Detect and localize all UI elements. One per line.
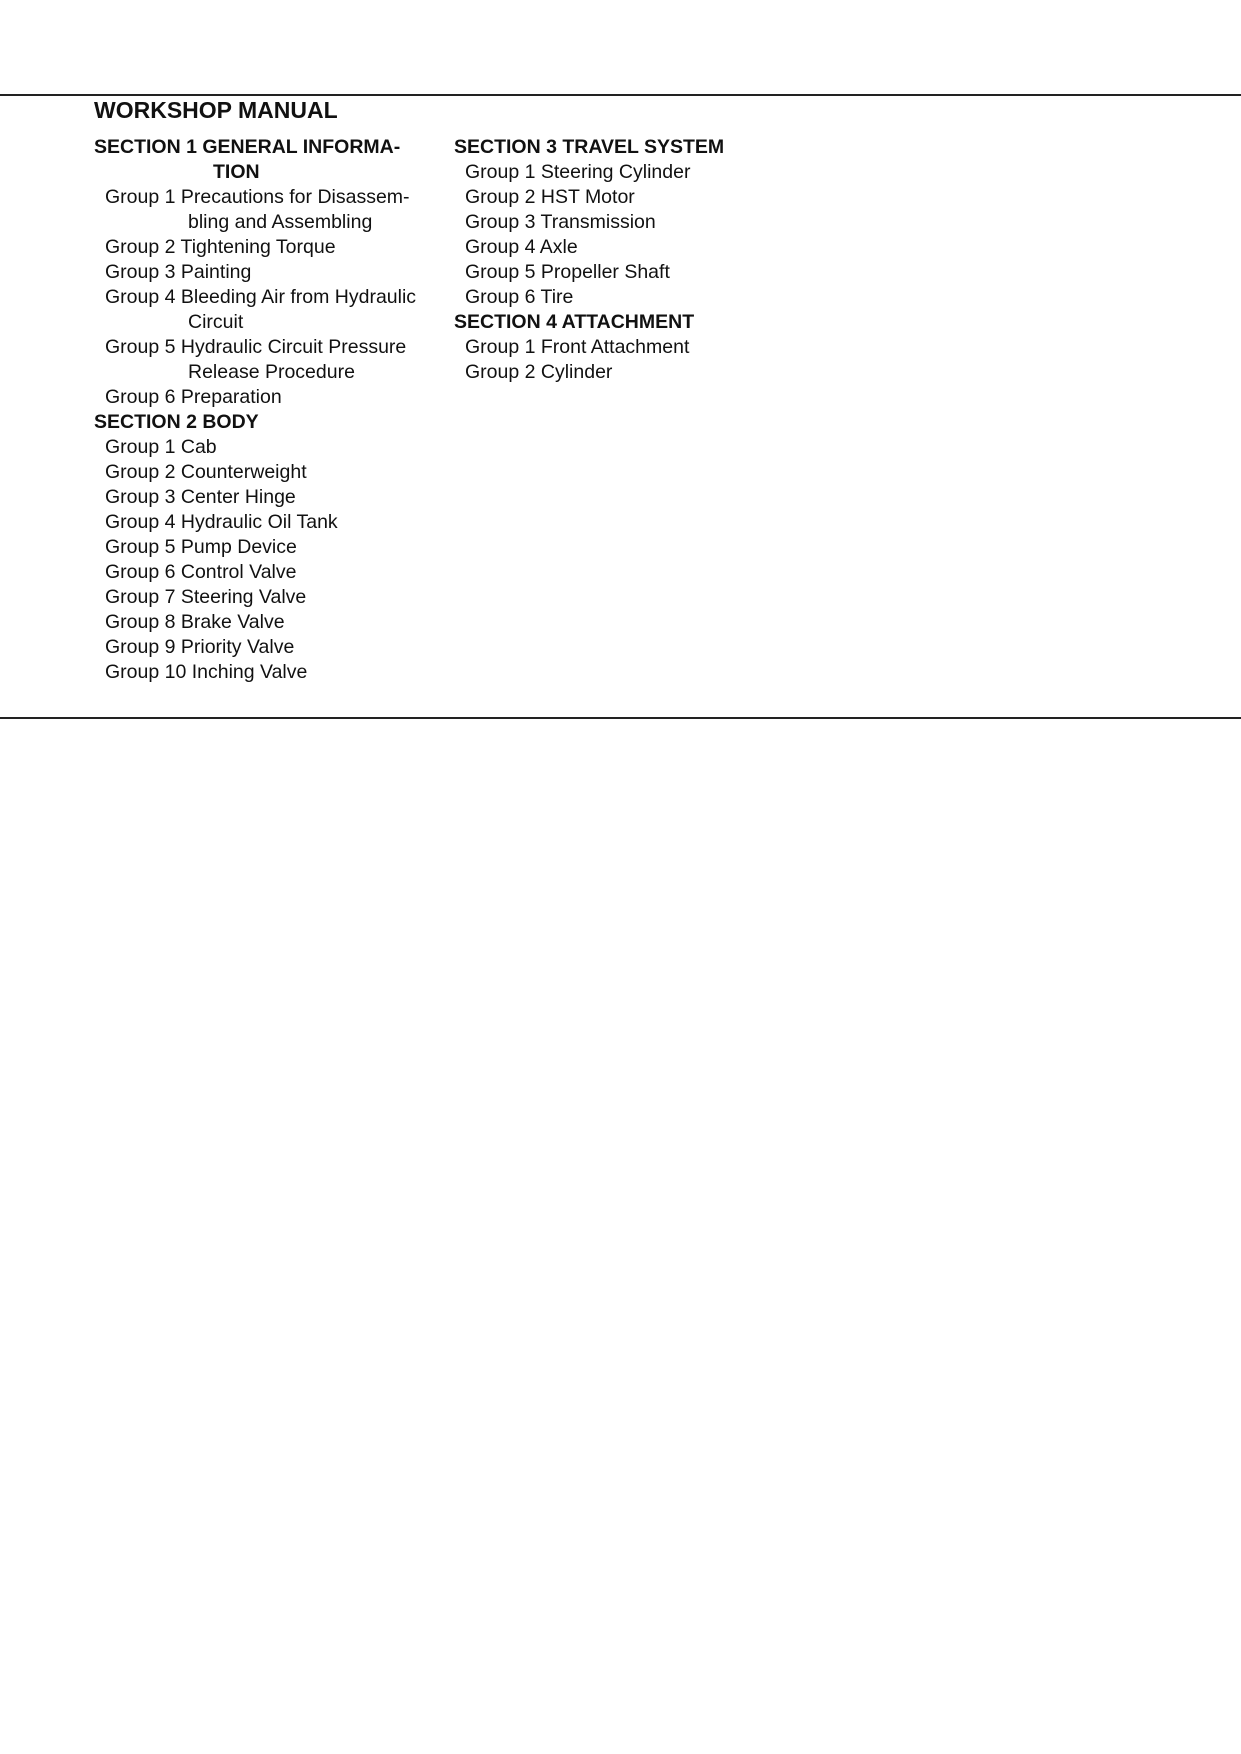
- toc-label-cont: bling and Assembling: [188, 211, 373, 233]
- toc-label: Group 3 Painting: [105, 261, 252, 283]
- toc-item[interactable]: Group 1 Cab: [105, 436, 217, 458]
- toc-item[interactable]: Group 2 Cylinder: [465, 361, 613, 383]
- toc-label-cont: Release Procedure: [188, 361, 355, 383]
- toc-item[interactable]: Group 6 Tire: [465, 286, 574, 308]
- toc-item[interactable]: Group 9 Priority Valve: [105, 636, 295, 658]
- toc-item[interactable]: Group 1 Steering Cylinder: [465, 161, 691, 183]
- toc-label: Group 5 Hydraulic Circuit Pressure: [105, 336, 407, 358]
- toc-item[interactable]: [94, 335, 454, 385]
- section-title-cont: TION: [213, 161, 260, 183]
- toc-item[interactable]: Group 6 Control Valve: [105, 561, 297, 583]
- toc-item[interactable]: Group 3 Center Hinge: [105, 486, 296, 508]
- toc-item[interactable]: Group 2 Counterweight: [105, 461, 307, 483]
- toc-item[interactable]: Group 5 Propeller Shaft: [465, 261, 670, 283]
- toc-item[interactable]: Group 5 Pump Device: [105, 536, 297, 558]
- toc-item[interactable]: Group 1 Front Attachment: [465, 336, 690, 358]
- toc-item[interactable]: Group 7 Steering Valve: [105, 586, 307, 608]
- toc-item[interactable]: [94, 385, 454, 410]
- toc-item[interactable]: [94, 185, 454, 235]
- toc-item[interactable]: Group 8 Brake Valve: [105, 611, 285, 633]
- page-title: WORKSHOP MANUAL: [94, 97, 338, 123]
- section-title: SECTION 1 GENERAL INFORMA-: [94, 136, 401, 158]
- toc-item[interactable]: Group 3 Transmission: [465, 211, 656, 233]
- toc-column-right: [454, 135, 854, 385]
- toc-item[interactable]: Group 2 HST Motor: [465, 186, 635, 208]
- section-4-heading: SECTION 4 ATTACHMENT: [454, 311, 695, 333]
- toc-label: Group 2 Tightening Torque: [105, 236, 336, 258]
- toc-item[interactable]: Group 4 Hydraulic Oil Tank: [105, 511, 338, 533]
- toc-item[interactable]: [94, 235, 454, 260]
- toc-label-cont: Circuit: [188, 311, 244, 333]
- section-3-heading: SECTION 3 TRAVEL SYSTEM: [454, 136, 725, 158]
- toc-item[interactable]: Group 10 Inching Valve: [105, 661, 308, 683]
- section-2-heading: SECTION 2 BODY: [94, 411, 259, 433]
- toc-item[interactable]: [94, 285, 454, 335]
- toc-item[interactable]: Group 4 Axle: [465, 236, 578, 258]
- toc-label: Group 6 Preparation: [105, 386, 282, 408]
- section-1-heading: [94, 135, 454, 185]
- toc-column-left: [94, 135, 454, 685]
- toc-item[interactable]: [94, 260, 454, 285]
- bottom-rule: [0, 717, 1241, 719]
- toc-label: Group 4 Bleeding Air from Hydraulic: [105, 286, 417, 308]
- toc-label: Group 1 Precautions for Disassem-: [105, 186, 410, 208]
